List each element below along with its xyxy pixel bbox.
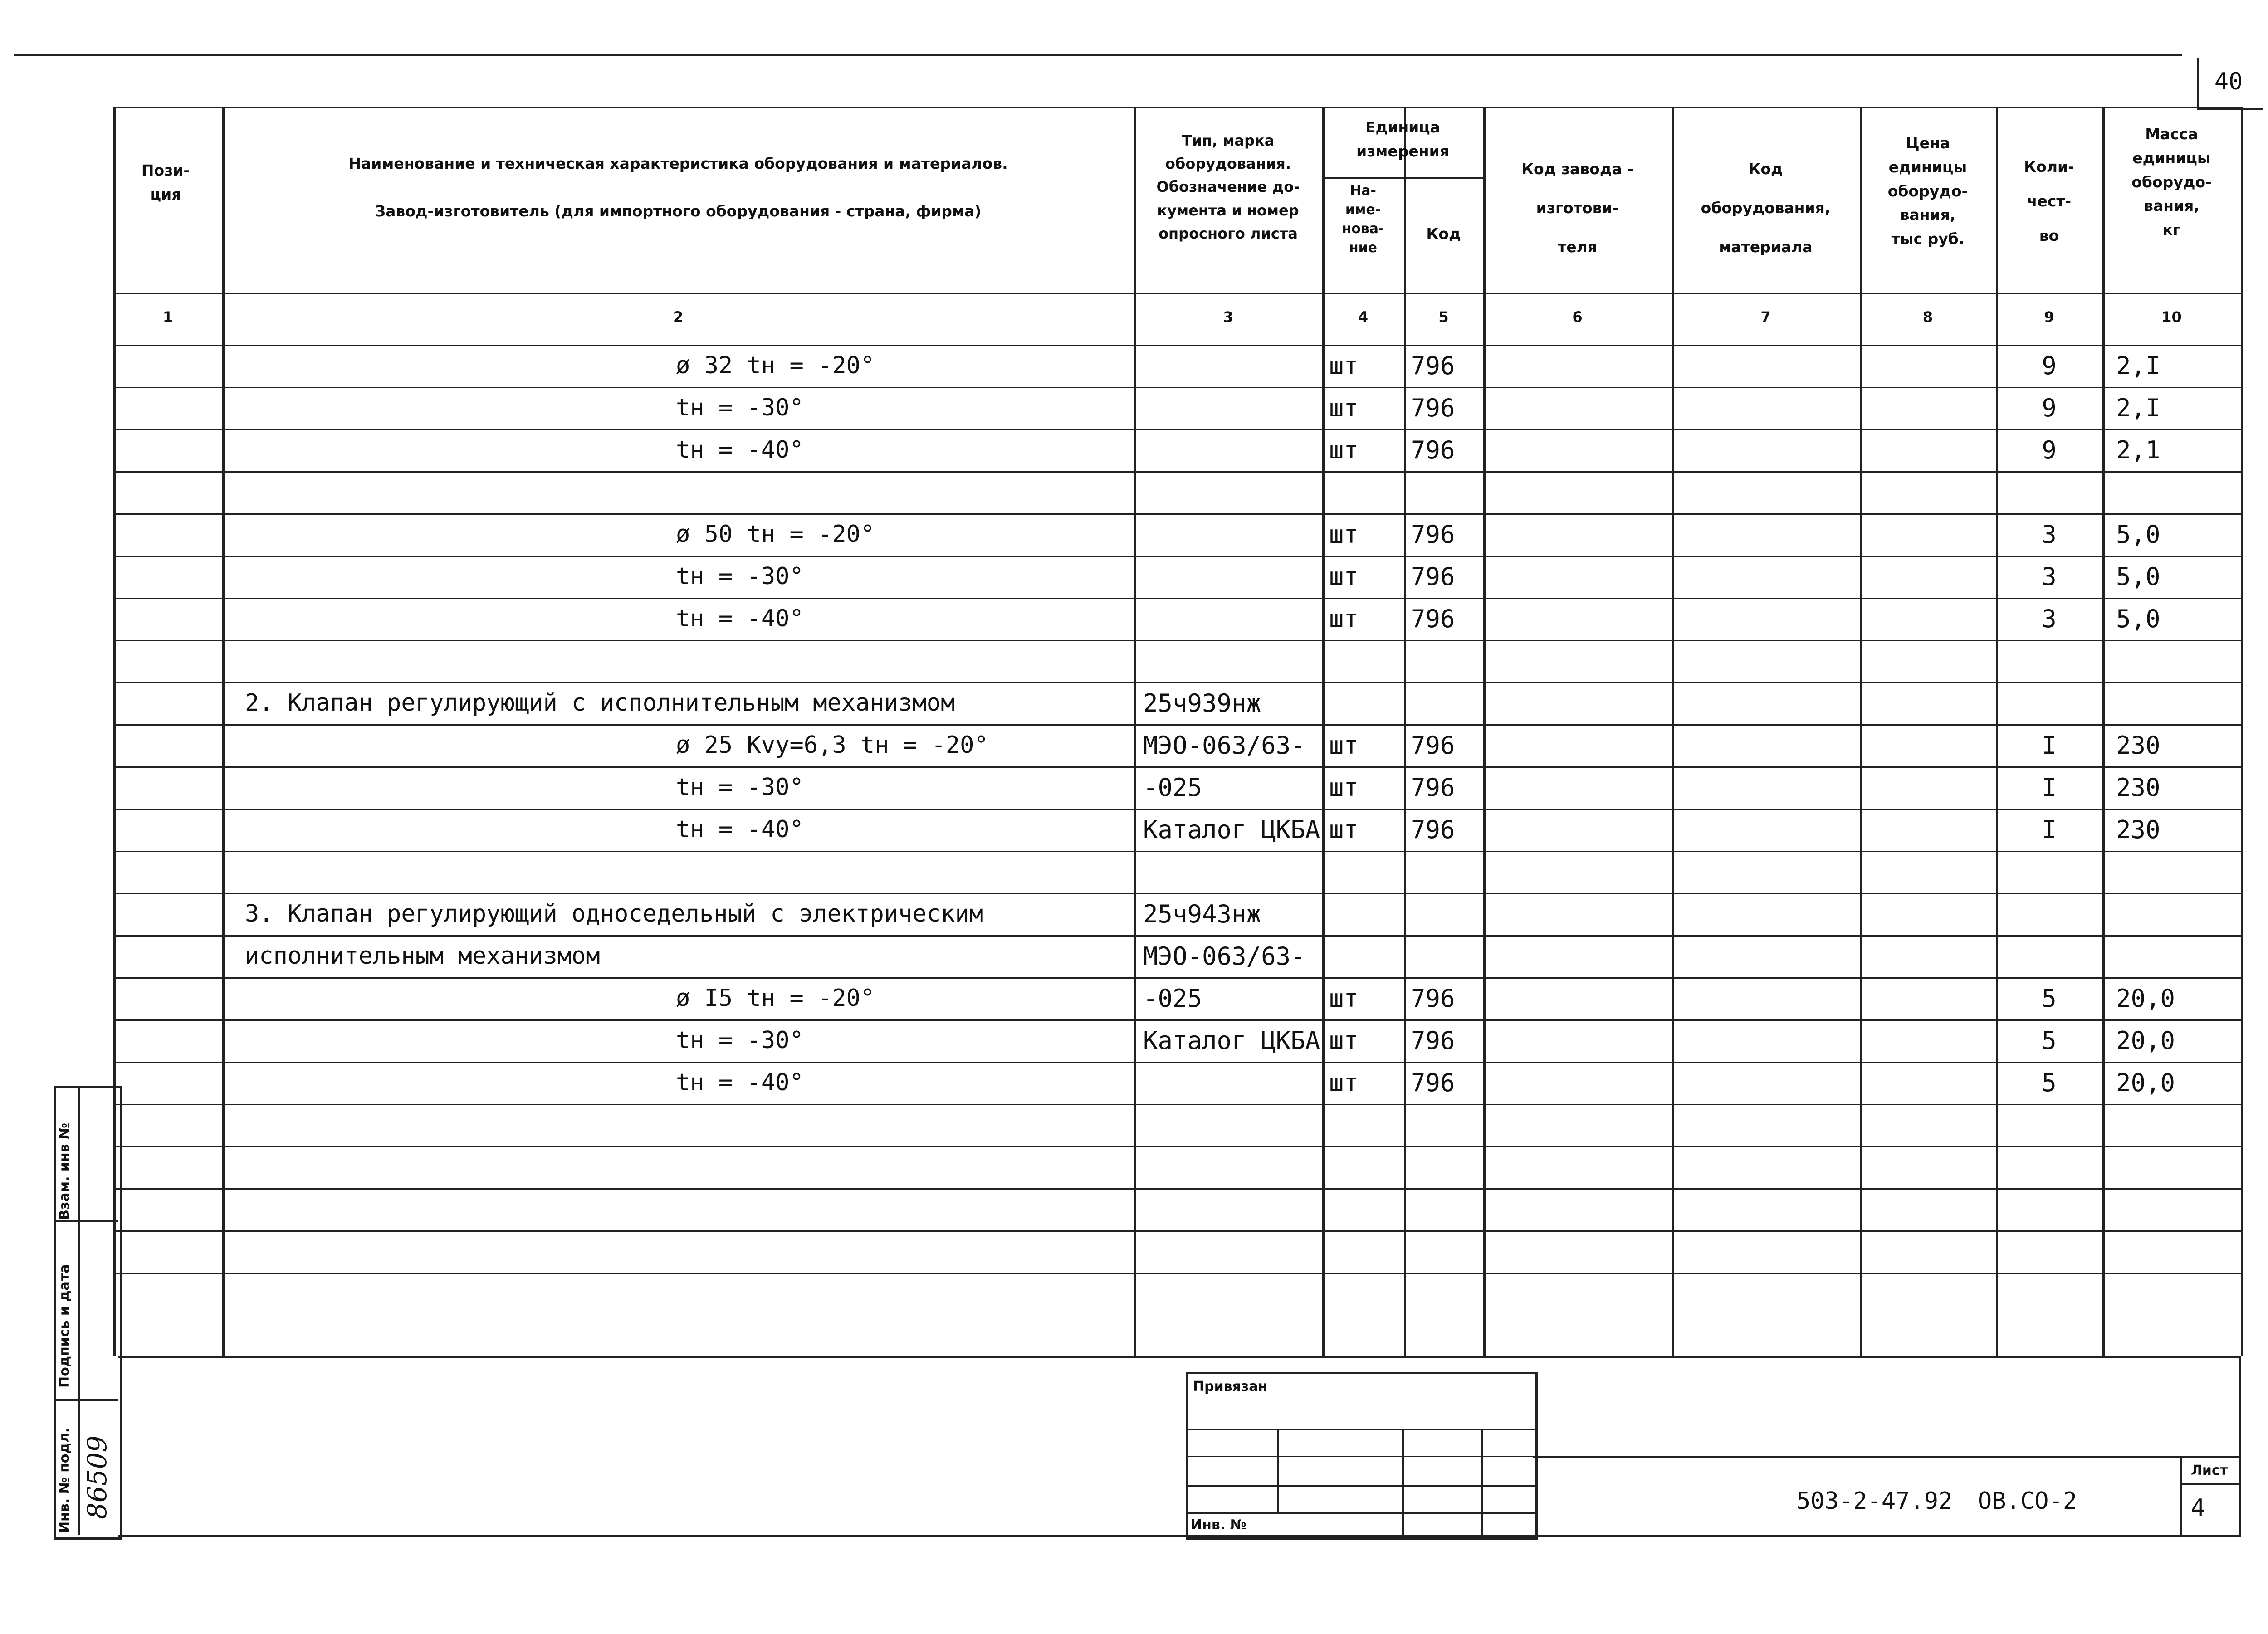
item-type: 25ч943нж xyxy=(1143,900,1261,928)
row-rule xyxy=(113,682,2241,683)
row-rule xyxy=(113,598,2241,599)
column-number: 2 xyxy=(673,308,684,326)
column-number: 3 xyxy=(1223,308,1233,326)
column-numbers-rule xyxy=(113,345,2241,346)
item-type: 25ч939нж xyxy=(1143,689,1261,717)
column-number: 8 xyxy=(1922,308,1933,326)
row-rule xyxy=(113,429,2241,430)
column-divider xyxy=(1996,107,1998,1356)
item-unit-code: 796 xyxy=(1411,815,1455,844)
column-divider xyxy=(2102,107,2105,1356)
row-rule xyxy=(113,1230,2241,1232)
item-unit: шт xyxy=(1329,815,1359,844)
header-bottom-rule xyxy=(113,293,2241,294)
column-number: 4 xyxy=(1358,308,1369,326)
row-rule xyxy=(113,1146,2241,1147)
side-vzam-label: Взам. инв № xyxy=(57,1122,73,1220)
item-unit: шт xyxy=(1329,984,1359,1013)
privyazan-divider xyxy=(1277,1429,1279,1512)
item-type: -025 xyxy=(1143,773,1202,802)
item-quantity: I xyxy=(2042,815,2057,844)
item-name: исполнительным механизмом xyxy=(245,942,600,970)
item-quantity: 3 xyxy=(2042,520,2057,549)
header-position: Пози- ция xyxy=(141,161,190,203)
row-rule xyxy=(113,513,2241,515)
column-divider xyxy=(1322,107,1325,1356)
row-rule xyxy=(113,471,2241,473)
item-quantity: I xyxy=(2042,773,2057,802)
side-stamp-divider xyxy=(78,1086,80,1535)
unit-subheader-rule xyxy=(1322,177,1483,179)
column-number: 9 xyxy=(2044,308,2054,326)
item-mass: 5,0 xyxy=(2116,520,2160,549)
item-mass: 5,0 xyxy=(2116,605,2160,633)
item-name: tн = -40° xyxy=(676,1069,804,1096)
side-stamp-rule xyxy=(54,1220,118,1222)
item-unit-code: 796 xyxy=(1411,605,1455,633)
item-unit-code: 796 xyxy=(1411,394,1455,422)
row-rule xyxy=(113,809,2241,810)
column-divider xyxy=(1672,107,1674,1356)
header-unit-name: На- име- нова- ние xyxy=(1342,183,1384,256)
column-divider xyxy=(1404,107,1406,1356)
item-unit: шт xyxy=(1329,773,1359,802)
item-mass: 230 xyxy=(2116,815,2160,844)
item-name: tн = -30° xyxy=(676,774,804,801)
privyazan-label: Привязан xyxy=(1193,1379,1268,1395)
item-name: ø 25 Kvy=6,3 tн = -20° xyxy=(676,732,988,759)
item-quantity: I xyxy=(2042,731,2057,760)
stamp-bottom-rule xyxy=(118,1535,2241,1537)
item-unit: шт xyxy=(1329,605,1359,633)
item-unit-code: 796 xyxy=(1411,731,1455,760)
header-unit-code: Код xyxy=(1426,225,1461,243)
header-type: Тип, марка оборудования. Обозначение до- кумента и номер опросного листа xyxy=(1156,132,1300,242)
column-number: 5 xyxy=(1438,308,1449,326)
header-equipment-code: Код оборудования, материала xyxy=(1701,160,1831,256)
item-name: tн = -30° xyxy=(676,394,804,421)
item-mass: 230 xyxy=(2116,773,2160,802)
header-name-line1: Наименование и техническая характеристика оборудования и материалов. xyxy=(348,155,1008,172)
row-rule xyxy=(113,977,2241,979)
row-rule xyxy=(113,1019,2241,1021)
sheet-rule xyxy=(2180,1483,2241,1485)
item-type: МЭО-063/63- xyxy=(1143,942,1305,971)
item-quantity: 3 xyxy=(2042,562,2057,591)
item-unit: шт xyxy=(1329,351,1359,380)
row-rule xyxy=(113,1273,2241,1274)
column-number: 10 xyxy=(2161,308,2182,326)
row-rule xyxy=(113,1104,2241,1105)
item-mass: 20,0 xyxy=(2116,984,2175,1013)
item-name: tн = -30° xyxy=(676,563,804,590)
item-name: tн = -40° xyxy=(676,816,804,843)
item-mass: 2,I xyxy=(2116,394,2160,422)
side-signature-label: Подпись и дата xyxy=(57,1264,73,1388)
item-name: 3. Клапан регулирующий односедельный с электрическим xyxy=(245,900,983,927)
privyazan-divider xyxy=(1402,1429,1404,1537)
item-type: МЭО-063/63- xyxy=(1143,731,1305,760)
header-factory-code: Код завода - изготови- теля xyxy=(1521,160,1633,256)
header-unit: Единица измерения xyxy=(1356,118,1449,160)
item-unit: шт xyxy=(1329,394,1359,422)
page-number: 40 xyxy=(2214,68,2243,95)
item-quantity: 9 xyxy=(2042,351,2057,380)
header-name-line2: Завод-изготовитель (для импортного оборудования - страна, фирма) xyxy=(375,202,982,220)
item-name: tн = -40° xyxy=(676,605,804,632)
item-mass: 5,0 xyxy=(2116,562,2160,591)
row-rule xyxy=(113,1062,2241,1063)
item-quantity: 5 xyxy=(2042,1026,2057,1055)
column-divider xyxy=(1483,107,1486,1356)
item-unit: шт xyxy=(1329,1026,1359,1055)
item-unit-code: 796 xyxy=(1411,773,1455,802)
table-top-rule xyxy=(113,107,2241,108)
item-mass: 230 xyxy=(2116,731,2160,760)
item-name: tн = -40° xyxy=(676,436,804,463)
row-rule xyxy=(113,893,2241,894)
row-rule xyxy=(113,724,2241,726)
column-number: 7 xyxy=(1760,308,1771,326)
column-number: 6 xyxy=(1572,308,1583,326)
item-unit-code: 796 xyxy=(1411,436,1455,464)
item-unit: шт xyxy=(1329,436,1359,464)
top-rule xyxy=(14,54,2182,56)
row-rule xyxy=(113,766,2241,768)
item-unit-code: 796 xyxy=(1411,562,1455,591)
item-name: tн = -30° xyxy=(676,1027,804,1054)
item-unit-code: 796 xyxy=(1411,351,1455,380)
row-rule xyxy=(113,387,2241,388)
column-number: 1 xyxy=(162,308,173,326)
item-mass: 2,1 xyxy=(2116,436,2160,464)
item-quantity: 9 xyxy=(2042,394,2057,422)
item-name: 2. Клапан регулирующий с исполнительным механизмом xyxy=(245,689,955,717)
item-quantity: 9 xyxy=(2042,436,2057,464)
row-rule xyxy=(113,556,2241,557)
item-name: ø I5 tн = -20° xyxy=(676,985,875,1012)
sheet-number: 4 xyxy=(2191,1494,2205,1522)
item-mass: 20,0 xyxy=(2116,1068,2175,1097)
header-quantity: Коли- чест- во xyxy=(2024,158,2074,244)
row-rule xyxy=(113,851,2241,852)
column-divider xyxy=(1860,107,1862,1356)
stamp-title-rule xyxy=(1533,1456,2241,1458)
column-divider xyxy=(2241,107,2243,1356)
item-type: Каталог ЦКБА xyxy=(1143,1026,1320,1055)
side-stamp-rule xyxy=(54,1399,118,1401)
item-unit: шт xyxy=(1329,731,1359,760)
row-rule xyxy=(113,935,2241,937)
item-unit-code: 796 xyxy=(1411,520,1455,549)
item-type: Каталог ЦКБА xyxy=(1143,815,1320,844)
item-unit-code: 796 xyxy=(1411,1026,1455,1055)
item-mass: 20,0 xyxy=(2116,1026,2175,1055)
item-unit-code: 796 xyxy=(1411,984,1455,1013)
sheet-label: Лист xyxy=(2191,1463,2228,1478)
row-rule xyxy=(113,1188,2241,1190)
column-divider xyxy=(1134,107,1136,1356)
item-unit: шт xyxy=(1329,1068,1359,1097)
header-price: Цена единицы оборудо- вания, тыс руб. xyxy=(1887,134,1968,248)
document-code: 503-2-47.92 xyxy=(1796,1488,1953,1515)
side-inv-label: Инв. № подл. xyxy=(57,1427,73,1533)
item-quantity: 5 xyxy=(2042,1068,2057,1097)
stamp-top-rule xyxy=(118,1356,2241,1358)
item-unit: шт xyxy=(1329,562,1359,591)
item-quantity: 5 xyxy=(2042,984,2057,1013)
column-divider xyxy=(222,107,225,1356)
privyazan-divider xyxy=(1481,1429,1483,1537)
document-mark: ОВ.СО-2 xyxy=(1978,1488,2077,1515)
item-quantity: 3 xyxy=(2042,605,2057,633)
row-rule xyxy=(113,640,2241,641)
item-unit-code: 796 xyxy=(1411,1068,1455,1097)
item-name: ø 50 tн = -20° xyxy=(676,521,875,548)
item-name: ø 32 tн = -20° xyxy=(676,352,875,379)
inventory-number-label: Инв. № xyxy=(1191,1517,1246,1533)
item-mass: 2,I xyxy=(2116,351,2160,380)
item-unit: шт xyxy=(1329,520,1359,549)
item-type: -025 xyxy=(1143,984,1202,1013)
header-mass: Масса единицы оборудо- вания, кг xyxy=(2131,125,2212,239)
handwritten-inventory-number: 86509 xyxy=(82,1435,112,1519)
